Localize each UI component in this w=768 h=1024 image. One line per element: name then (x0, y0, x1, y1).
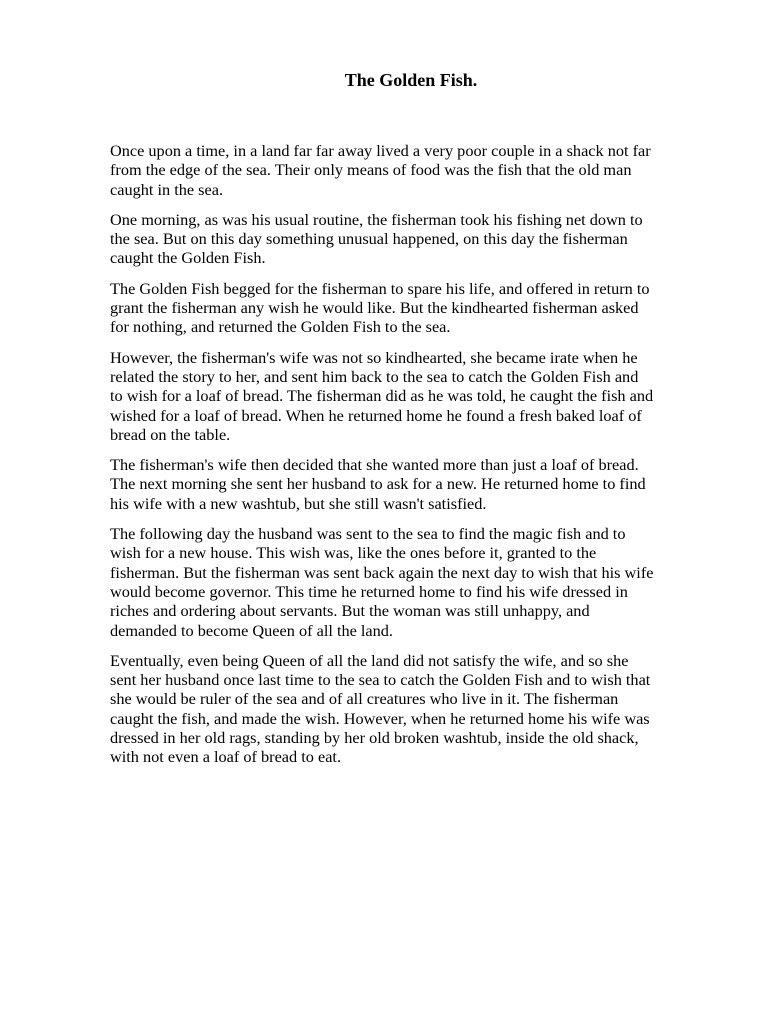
paragraph-1 (110, 141, 720, 199)
paragraph-line: dressed in her old rags, standing by her old broken washtub, inside the old shack, (110, 728, 639, 748)
paragraph-4 (110, 348, 720, 444)
paragraph-5 (110, 455, 720, 513)
paragraph-line: sent her husband once last time to the sea to catch the Golden Fish and to wish that (110, 670, 651, 690)
paragraph-3 (110, 279, 720, 337)
paragraph-6 (110, 524, 720, 640)
paragraph-line: would become governor. This time he returned home to find his wife dressed in (110, 581, 628, 601)
paragraph-line: from the edge of the sea. Their only means of food was the fish that the old man (110, 160, 632, 180)
paragraph-line: his wife with a new washtub, but she still wasn't satisfied. (110, 493, 487, 513)
paragraph-line: The following day the husband was sent to the sea to find the magic fish and to (110, 524, 626, 544)
paragraph-line: wished for a loaf of bread. When he returned home he found a fresh baked loaf of (110, 405, 642, 425)
paragraph-line: wish for a new house. This wish was, like the ones before it, granted to the (110, 543, 597, 563)
paragraph-7 (110, 651, 720, 767)
paragraph-line: she would be ruler of the sea and of all creatures who live in it. The fisherman (110, 689, 619, 709)
paragraph-line: The Golden Fish begged for the fisherman to spare his life, and offered in return to (110, 278, 650, 298)
paragraph-line: grant the fisherman any wish he would like. But the kindhearted fisherman asked (110, 298, 639, 318)
paragraph-line: riches and ordering about servants. But the woman was still unhappy, and (110, 601, 590, 621)
paragraph-line: for nothing, and returned the Golden Fish to the sea. (110, 317, 451, 337)
paragraph-line: However, the fisherman's wife was not so kindhearted, she became irate when he (110, 347, 638, 367)
paragraph-line: bread on the table. (110, 424, 231, 444)
paragraph-2 (110, 210, 720, 268)
paragraph-line: Eventually, even being Queen of all the land did not satisfy the wife, and so she (110, 650, 629, 670)
document-body (110, 141, 720, 778)
paragraph-line: related the story to her, and sent him back to the sea to catch the Golden Fish and (110, 366, 639, 386)
paragraph-line: the sea. But on this day something unusual happened, on this day the fisherman (110, 229, 628, 249)
paragraph-line: demanded to become Queen of all the land. (110, 620, 394, 640)
paragraph-line: with not even a loaf of bread to eat. (110, 747, 342, 767)
paragraph-line: to wish for a loaf of bread. The fisherman did as he was told, he caught the fish and (110, 386, 654, 406)
paragraph-line: caught the fish, and made the wish. However, when he returned home his wife was (110, 708, 650, 728)
paragraph-line: caught in the sea. (110, 179, 224, 199)
paragraph-line: One morning, as was his usual routine, the fisherman took his fishing net down to (110, 209, 643, 229)
paragraph-line: Once upon a time, in a land far far away lived a very poor couple in a shack not far (110, 141, 651, 160)
paragraph-line: caught the Golden Fish. (110, 248, 266, 268)
paragraph-line: The next morning she sent her husband to ask for a new. He returned home to find (110, 474, 646, 494)
paragraph-line: The fisherman's wife then decided that she wanted more than just a loaf of bread. (110, 455, 639, 475)
document-title: The Golden Fish. (344, 70, 478, 90)
paragraph-line: fisherman. But the fisherman was sent back again the next day to wish that his wife (110, 562, 654, 582)
